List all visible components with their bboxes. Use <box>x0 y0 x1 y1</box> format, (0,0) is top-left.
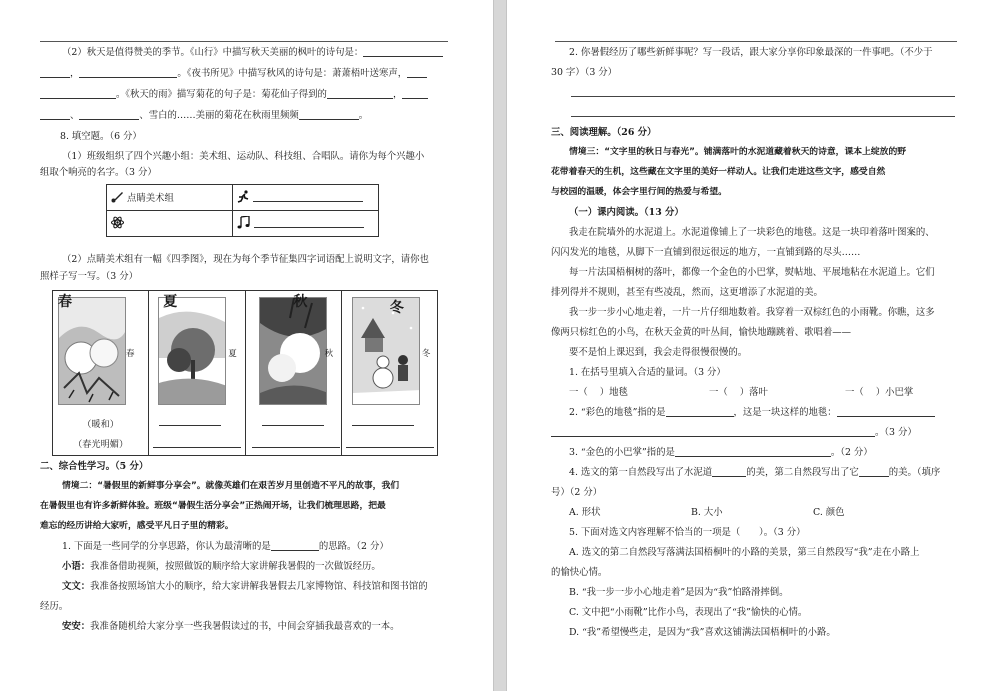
passage-p3-line1: 我一步一步小心地走着，一片一片仔细地数着。我穿着一双棕红色的小雨靴。你瞧，这多 <box>569 307 935 318</box>
autumn-picture <box>259 297 327 405</box>
option-wenwen-cont: 经历。 <box>40 601 69 612</box>
answer-blank[interactable] <box>254 217 364 228</box>
answer-blank[interactable] <box>551 426 875 437</box>
section-2-q2-line1: 2. 你暑假经历了哪些新鲜事呢？写一段话，跟大家分享你印象最深的一件事吧。（不少于 <box>569 47 933 58</box>
answer-blank[interactable] <box>40 88 116 99</box>
club-cell-choir <box>233 211 379 237</box>
answer-blank[interactable] <box>346 437 434 448</box>
season-side-char: 夏 <box>228 349 237 359</box>
quantifier-item-1: 一（ ）地毯 <box>569 387 628 398</box>
option-xiaoyu: 小语：我准备借助视频，按照做饭的顺序给大家讲解我暑假的一次做饭经历。 <box>62 561 381 572</box>
season-side-char: 春 <box>126 349 135 359</box>
season-char: 秋 <box>293 294 308 310</box>
section-2-intro-line3: 难忘的经历讲给大家听，感受平凡日子里的精彩。 <box>40 521 234 531</box>
answer-blank[interactable] <box>79 67 177 78</box>
answer-blank[interactable] <box>159 415 221 426</box>
answer-blank[interactable] <box>40 67 70 78</box>
q7-2-line2: ， 。《夜书所见》中描写秋风的诗句是：萧萧梧叶送寒声， <box>40 67 427 80</box>
q7-2-line1: （2）秋天是值得赞美的季节。《山行》中描写秋天美丽的枫叶的诗句是： <box>62 46 443 59</box>
quantifier-item-2: 一（ ）落叶 <box>709 387 768 398</box>
reading-q2-line2: 。（3 分） <box>551 426 917 439</box>
passage-p2-line1: 每一片法国梧桐树的落叶，都像一个金色的小巴掌，熨帖地、平展地粘在水泥道上。它们 <box>569 267 935 278</box>
section-2-q1: 1. 下面是一些同学的分享思路，你认为最清晰的是 的思路。（2 分） <box>62 541 389 552</box>
answer-blank[interactable] <box>40 109 70 120</box>
section-2-intro-line1: 情境二：“暑假里的新鲜事分享会”。就像英雄们在艰苦岁月里创造不平凡的故事，我们 <box>62 481 400 491</box>
section-3-intro-line3: 与校园的温暖，体会字里行间的热爱与希望。 <box>551 187 727 197</box>
spring-picture <box>58 297 126 405</box>
passage-p3-line2: 像两只棕红色的小鸟，在秋天金黄的叶丛间，愉快地蹦跳着、歌唱着—— <box>551 327 852 338</box>
answer-blank[interactable] <box>675 446 831 457</box>
answer-blank[interactable] <box>712 466 746 477</box>
section-2-intro-line2: 在暑假里也有许多新鲜体验。班级“暑假生活分享会”正热闹开场，让我们梳理思路，把最 <box>40 501 386 511</box>
q4-option-c[interactable]: C. 颜色 <box>813 507 845 518</box>
answer-blank[interactable] <box>252 437 340 448</box>
q8-p1-line2: 组取个响亮的名字。（3 分） <box>40 167 157 178</box>
answer-blank[interactable] <box>299 109 359 120</box>
answer-blank[interactable] <box>262 415 324 426</box>
answer-blank[interactable] <box>153 437 241 448</box>
atom-icon <box>111 216 124 232</box>
q7-2-line3: 。《秋天的雨》描写菊花的句子是：菊花仙子得到的 ， <box>40 88 428 101</box>
reading-q3: 3. “金色的小巴掌”指的是 。（2 分） <box>569 447 873 458</box>
passage-p2-line2: 排列得并不规则，甚至有些凌乱，然而，这更增添了水泥道的美。 <box>551 287 823 298</box>
q5-option-c[interactable]: C. 文中把“小雨靴”比作小鸟，表现出了“我”愉快的心情。 <box>569 607 808 618</box>
q5-option-a-line2: 的愉快心情。 <box>551 567 608 578</box>
answer-blank[interactable] <box>407 67 427 78</box>
section-3-intro-line2: 花带着春天的生机，这些藏在文字里的美好一样动人。让我们走进这些文字，感受自然 <box>551 167 886 177</box>
q4-option-b[interactable]: B. 大小 <box>691 507 723 518</box>
reading-q4-line2: 号）（2 分） <box>551 487 603 498</box>
q8-p2-line1: （2）点睛美术组有一幅《四季图》，现在为每个季节征集四字词语配上说明文字，请你也 <box>62 254 429 265</box>
season-caption-2: （春光明媚） <box>73 439 129 450</box>
writing-line[interactable] <box>571 96 955 97</box>
section-3-heading: 三、阅读理解。（26 分） <box>551 127 657 138</box>
q5-option-d[interactable]: D. “我”希望慢些走，是因为“我”喜欢这铺满法国梧桐叶的小路。 <box>569 627 836 638</box>
q8-p1-line1: （1）班级组织了四个兴趣小组：美术组、运动队、科技组、合唱队。请你为每个兴趣小 <box>62 151 425 162</box>
answer-blank[interactable] <box>352 415 414 426</box>
right-page <box>507 0 1001 691</box>
club-cell-sports <box>233 185 379 211</box>
music-note-icon <box>237 216 251 232</box>
passage-p4: 要不是怕上课迟到，我会走得很慢很慢的。 <box>569 347 748 358</box>
reading-q5: 5. 下面对选文内容理解不恰当的一项是（ ）。（3 分） <box>569 527 806 538</box>
season-winter <box>342 291 437 455</box>
section-3-intro-line1: 情境三：“文字里的秋日与春光”。铺满落叶的水泥道藏着秋天的诗意，课本上绽放的野 <box>569 147 907 157</box>
club-name-table <box>106 184 379 237</box>
option-anan: 安安：我准备随机给大家分享一些我暑假读过的书，中间会穿插我最喜欢的一本。 <box>62 621 400 632</box>
season-caption-1: （暖和） <box>82 419 119 430</box>
season-char: 夏 <box>163 294 178 310</box>
runner-icon <box>237 190 250 206</box>
answer-blank[interactable] <box>859 466 889 477</box>
club-cell-art: 点睛美术组 <box>107 185 233 211</box>
reading-q2-line1: 2. “彩色的地毯”指的是 ，这是一块这样的地毯： <box>569 406 935 419</box>
season-side-char: 冬 <box>421 349 431 359</box>
answer-blank[interactable] <box>327 88 393 99</box>
answer-blank[interactable] <box>402 88 428 99</box>
q8-p2-line2: 照样子写一写。（3 分） <box>40 271 139 282</box>
season-char: 冬 <box>389 300 404 316</box>
q4-option-a[interactable]: A. 形状 <box>569 507 601 518</box>
passage-p1-line2: 闪闪发光的地毯，从脚下一直铺到很远很远的地方，一直铺到路的尽头…… <box>551 247 861 258</box>
four-seasons-table <box>52 290 438 456</box>
answer-blank[interactable] <box>253 191 363 202</box>
winter-picture <box>352 297 420 405</box>
season-side-char: 秋 <box>324 349 334 359</box>
subsection-1-heading: （一）课内阅读。（13 分） <box>569 207 684 218</box>
answer-blank[interactable] <box>79 109 139 120</box>
reading-q4-line1: 4. 选文的第一自然段写出了水泥道 的美，第二自然段写出了它 的美。（填序 <box>569 467 941 478</box>
q8-title: 8. 填空题。（6 分） <box>60 131 142 142</box>
q5-option-b[interactable]: B. “我一步一步小心地走着”是因为“我”怕路滑摔倒。 <box>569 587 789 598</box>
quantifier-item-3: 一（ ）小巴掌 <box>845 387 914 398</box>
season-autumn <box>246 291 342 455</box>
summer-picture <box>158 297 226 405</box>
section-2-q2-line2: 30 字）（3 分） <box>551 67 618 78</box>
left-page <box>0 0 493 691</box>
passage-p1-line1: 我走在院墙外的水泥道上。水泥道像铺上了一块彩色的地毯。这是一块印着落叶图案的、 <box>569 227 935 238</box>
q7-2-line4: 、 、雪白的……美丽的菊花在秋雨里频频 。 <box>40 109 368 122</box>
club-cell-science <box>107 211 233 237</box>
top-rule <box>555 41 957 42</box>
top-rule <box>40 41 448 42</box>
answer-blank[interactable] <box>363 46 443 57</box>
season-char: 春 <box>58 294 72 310</box>
section-2-heading: 二、综合性学习。（5 分） <box>40 461 149 472</box>
season-summer <box>149 291 245 455</box>
writing-line[interactable] <box>571 116 955 117</box>
q5-option-a-line1[interactable]: A. 选文的第二自然段写落满法国梧桐叶的小路的美景，第三自然段写“我”走在小路上 <box>569 547 920 558</box>
paint-brush-icon <box>111 191 124 206</box>
season-spring <box>53 291 149 455</box>
answer-blank[interactable] <box>666 406 734 417</box>
answer-blank[interactable] <box>271 540 319 551</box>
page-gutter <box>493 0 507 691</box>
reading-q1: 1. 在括号里填入合适的量词。（3 分） <box>569 367 726 378</box>
answer-blank[interactable] <box>837 406 935 417</box>
option-wenwen: 文文：我准备按照场馆大小的顺序，给大家讲解我暑假去几家博物馆、科技馆和图书馆的 <box>62 581 428 592</box>
